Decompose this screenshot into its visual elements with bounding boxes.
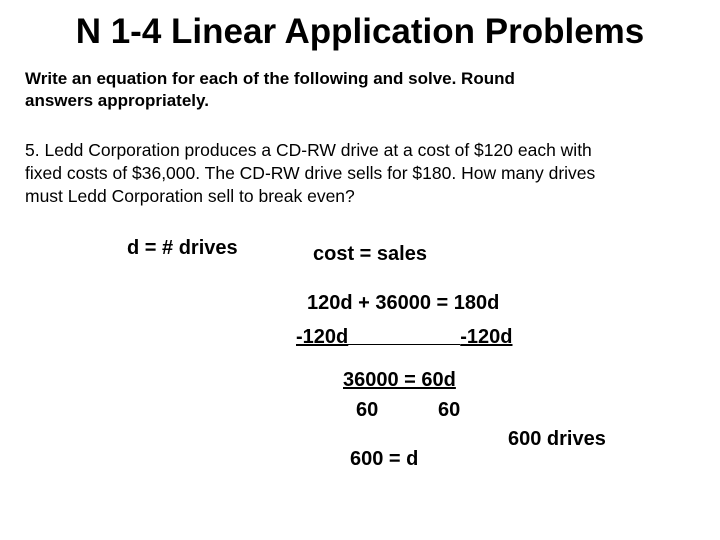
divisor-right: 60	[438, 399, 461, 421]
instructions	[25, 68, 705, 112]
final-answer: 600 drives	[508, 428, 606, 450]
equation-line: 120d + 36000 = 180d	[307, 292, 500, 314]
divisor-left: 60	[356, 399, 379, 421]
problem-line-3: must Ledd Corporation sell to break even?	[25, 186, 355, 206]
subtract-right: -120d	[460, 326, 513, 348]
equation-setup: cost = sales	[313, 243, 427, 265]
instructions-line-2: answers appropriately.	[25, 91, 209, 110]
problem-statement	[25, 139, 715, 208]
instructions-line-1: Write an equation for each of the following and solve. Round	[25, 69, 515, 88]
subtract-left: -120d	[296, 326, 349, 348]
problem-line-1: 5. Ledd Corporation produces a CD-RW drive at a cost of $120 each with	[25, 140, 592, 160]
simplified-equation: 36000 = 60d	[343, 369, 456, 391]
variable-definition: d = # drives	[127, 237, 238, 259]
result-equation: 600 = d	[350, 448, 419, 470]
page-title: N 1-4 Linear Application Problems	[75, 12, 645, 51]
subtraction-step	[296, 324, 513, 350]
problem-line-2: fixed costs of $36,000. The CD-RW drive sells for $180. How many drives	[25, 163, 596, 183]
subtraction-underline	[348, 343, 460, 345]
